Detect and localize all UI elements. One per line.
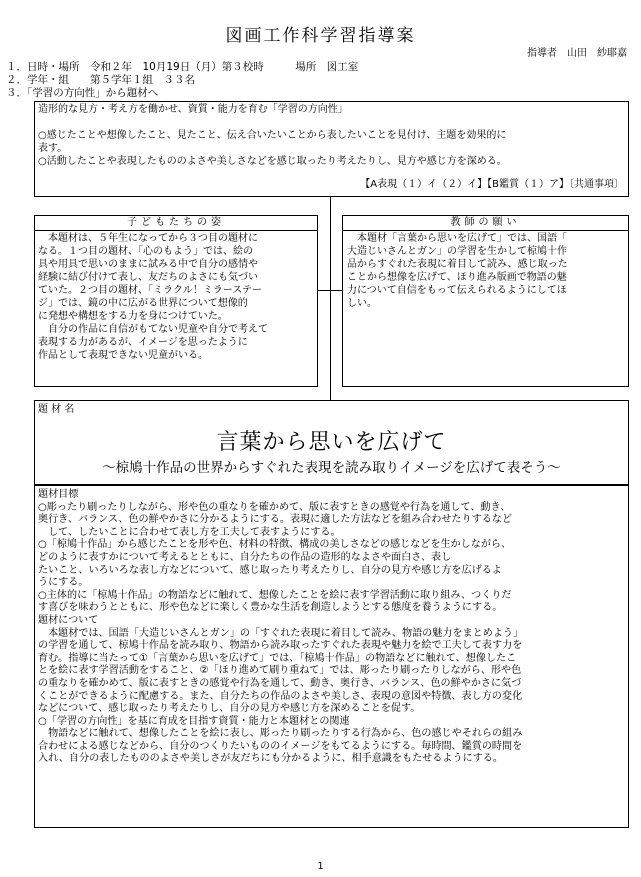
goals-line: うにする。 bbox=[38, 577, 89, 589]
children-heading: 子どもたちの姿 bbox=[35, 216, 317, 231]
children-line: 経験に結び付けて表し、友だちのよさにも気づい bbox=[38, 272, 258, 283]
goals-line: ○彫ったり刷ったりしながら、形や色の重なりを確かめて、版に表すときの感覚や行為を通して、動き、 bbox=[38, 501, 511, 513]
theme-label: 題 材 名 bbox=[38, 404, 75, 415]
center-connector bbox=[330, 197, 331, 400]
relation-heading: ○「学習の方向性」を基に育成を目指す資質・能力と本題材との関連 bbox=[38, 715, 350, 727]
teacher-line: 品からすぐれた表現に着目して読み、感じ取った bbox=[347, 259, 568, 270]
teacher-line: 本題材「言葉から思いを広げて」では、国語「 bbox=[347, 233, 567, 244]
children-line: 本題材は、５年生になってから３つ目の題材に bbox=[38, 233, 258, 244]
theme-subtitle: ～椋鳩十作品の世界からすぐれた表現を読み取りイメージを広げて表そう～ bbox=[102, 460, 561, 476]
about-line: 本題材では、国語「大造じいさんとガン」の「すぐれた表現に着目して読み、物語の魅力をまとめよう」 bbox=[38, 627, 524, 639]
curriculum-tag: 【A表現（１）イ（２）イ】【B鑑賞（１）ア】〔共通事項〕 bbox=[360, 179, 624, 190]
goals-line: す喜びを味わうとともに、形や色などに楽しく豊かな生活を創造しようとする態度を養うようにする。 bbox=[38, 602, 503, 614]
children-line: 自分の作品に自信がもてない児童や自分で考えて bbox=[38, 324, 268, 335]
children-line: に発想や構想をする力を身につけていた。 bbox=[38, 311, 228, 322]
teacher-line: 力について自信をもって伝えられるようにしてほ bbox=[347, 285, 567, 296]
about-line: 育む。指導に当たって①「言葉から思いを広げて」では、「椋鳩十作品」の物語などに触れて、想像したこ bbox=[38, 652, 517, 664]
relation-line: 物語などに触れて、想像したことを絵に表し、彫ったり刷ったりする行為から、色の感じやそれらの組み bbox=[38, 728, 523, 740]
children-line: ジ」では、鏡の中に広がる世界について想像的 bbox=[38, 298, 248, 309]
teacher-box bbox=[342, 215, 629, 387]
children-line: 具や用具で思いのままに試みる中で自分の感情や bbox=[38, 259, 258, 270]
direction-line: 表す。 bbox=[38, 143, 68, 154]
about-line: とを絵に表す学習活動をすること、②「ほり進めて刷り重ねて」では、彫ったり刷ったりしながら、形や色 bbox=[38, 665, 522, 677]
about-line: の学習を通して、椋鳩十作品を読み取り、物語から読み取ったすぐれた表現や魅力を絵で工夫して表す力を bbox=[38, 640, 523, 652]
teacher-line: ことから想像を広げて、ほり進み版画で物語の魅 bbox=[347, 272, 567, 283]
goals-line: ○主体的に「椋鳩十作品」の物語などに触れて、想像したことを絵に表す学習活動に取り組み、つくりだ bbox=[38, 589, 512, 601]
goals-line: ○「椋鳩十作品」から感じたことを形や色、材料の特徴、構成の美しさなどの感じなどを生かしながら、 bbox=[38, 539, 512, 551]
teacher-line: しい。 bbox=[347, 298, 377, 309]
about-line: の重なりを確かめて、版に表すときの感覚や行為を通して、動き、奥行き、バランス、色の鮮やかさに気づ bbox=[38, 677, 522, 689]
children-line: なる。１つ目の題材、「心のもよう」では、絵の bbox=[38, 246, 253, 257]
goals-line: たいこと、いろいろな表し方などについて、感じ取ったり考えたりし、自分の見方や感じ方を広げるよ bbox=[38, 564, 502, 576]
header-line-direction: ３．「学習の方向性」から題材へ bbox=[6, 87, 159, 99]
children-box bbox=[34, 215, 318, 387]
teacher-name: 指導者 山田 紗耶嘉 bbox=[527, 48, 627, 59]
relation-line: 合わせによる感じなどから、自分のつくりたいもののイメージをもてるようにする。毎時間、鑑賞の時間を bbox=[38, 740, 523, 752]
document-title: 図画工作科学習指導案 bbox=[225, 26, 416, 46]
goals-line: どのように表すかについて考えるとともに、自分たちの作品の造形的なよさや面白さ、表し bbox=[38, 551, 452, 563]
about-line: などについて、感じ取ったり考えたりし、自分の見方や感じ方を深めることを促す。 bbox=[38, 703, 421, 715]
page-number: 1 bbox=[317, 861, 324, 872]
theme-box bbox=[34, 400, 629, 485]
cross-connector bbox=[318, 290, 342, 291]
direction-box bbox=[34, 101, 629, 197]
children-line: ていた。２つ目の題材、「ミラクル！ミラーステー bbox=[38, 285, 262, 296]
goals-line: して、したいことに合わせて表し方を工夫して表すようにする。 bbox=[38, 526, 341, 538]
header-line-class: ２．学年・組 第５学年１組 ３３名 bbox=[6, 74, 195, 86]
direction-line: ○感じたことや想像したこと、見たこと、伝え合いたいことから表したいことを見付け、主題を効果的に bbox=[38, 130, 507, 141]
theme-title: 言葉から思いを広げて bbox=[216, 430, 447, 455]
teacher-heading: 教師の願い bbox=[343, 216, 628, 231]
direction-line: 造形的な見方・考え方を働かせ、資質・能力を育む「学習の方向性」 bbox=[38, 104, 348, 115]
children-text bbox=[38, 232, 318, 362]
direction-line: ○活動したことや表現したもののよさや美しさなどを感じ取ったり考えたりし、見方や感じ方を深める。 bbox=[38, 156, 507, 167]
goals-heading: 題材目標 bbox=[38, 489, 79, 500]
direction-text bbox=[38, 103, 628, 168]
header-line-datetime: １．日時・場所 令和２年 10月19日（月）第３校時 場所 図工室 bbox=[6, 61, 359, 73]
goals-text bbox=[38, 489, 628, 766]
about-line: くことができるように配慮する。また、自分たちの作品のよさや美しさ、表現の意図や特徴、表し方の変化 bbox=[38, 690, 523, 702]
children-line: 作品として表現できない児童がいる。 bbox=[38, 350, 208, 361]
teacher-line: 大造じいさんとガン」の学習を生かして椋鳩十作 bbox=[347, 246, 567, 257]
children-line: 表現する力があるが、イメージを思ったように bbox=[38, 337, 248, 348]
goals-line: 奥行き、バランス、色の鮮やかさに分かるようにする。表現に適した方法などを組み合わせたりするなど bbox=[38, 514, 512, 526]
goals-box bbox=[34, 485, 629, 828]
about-heading: 題材について bbox=[38, 614, 99, 626]
teacher-text bbox=[347, 232, 627, 310]
relation-line: 入れ、自分の表したもののよさや美しさが友だちにも分かるように、相手意識をもたせるようにする。 bbox=[38, 753, 503, 765]
direction-line bbox=[38, 116, 628, 129]
